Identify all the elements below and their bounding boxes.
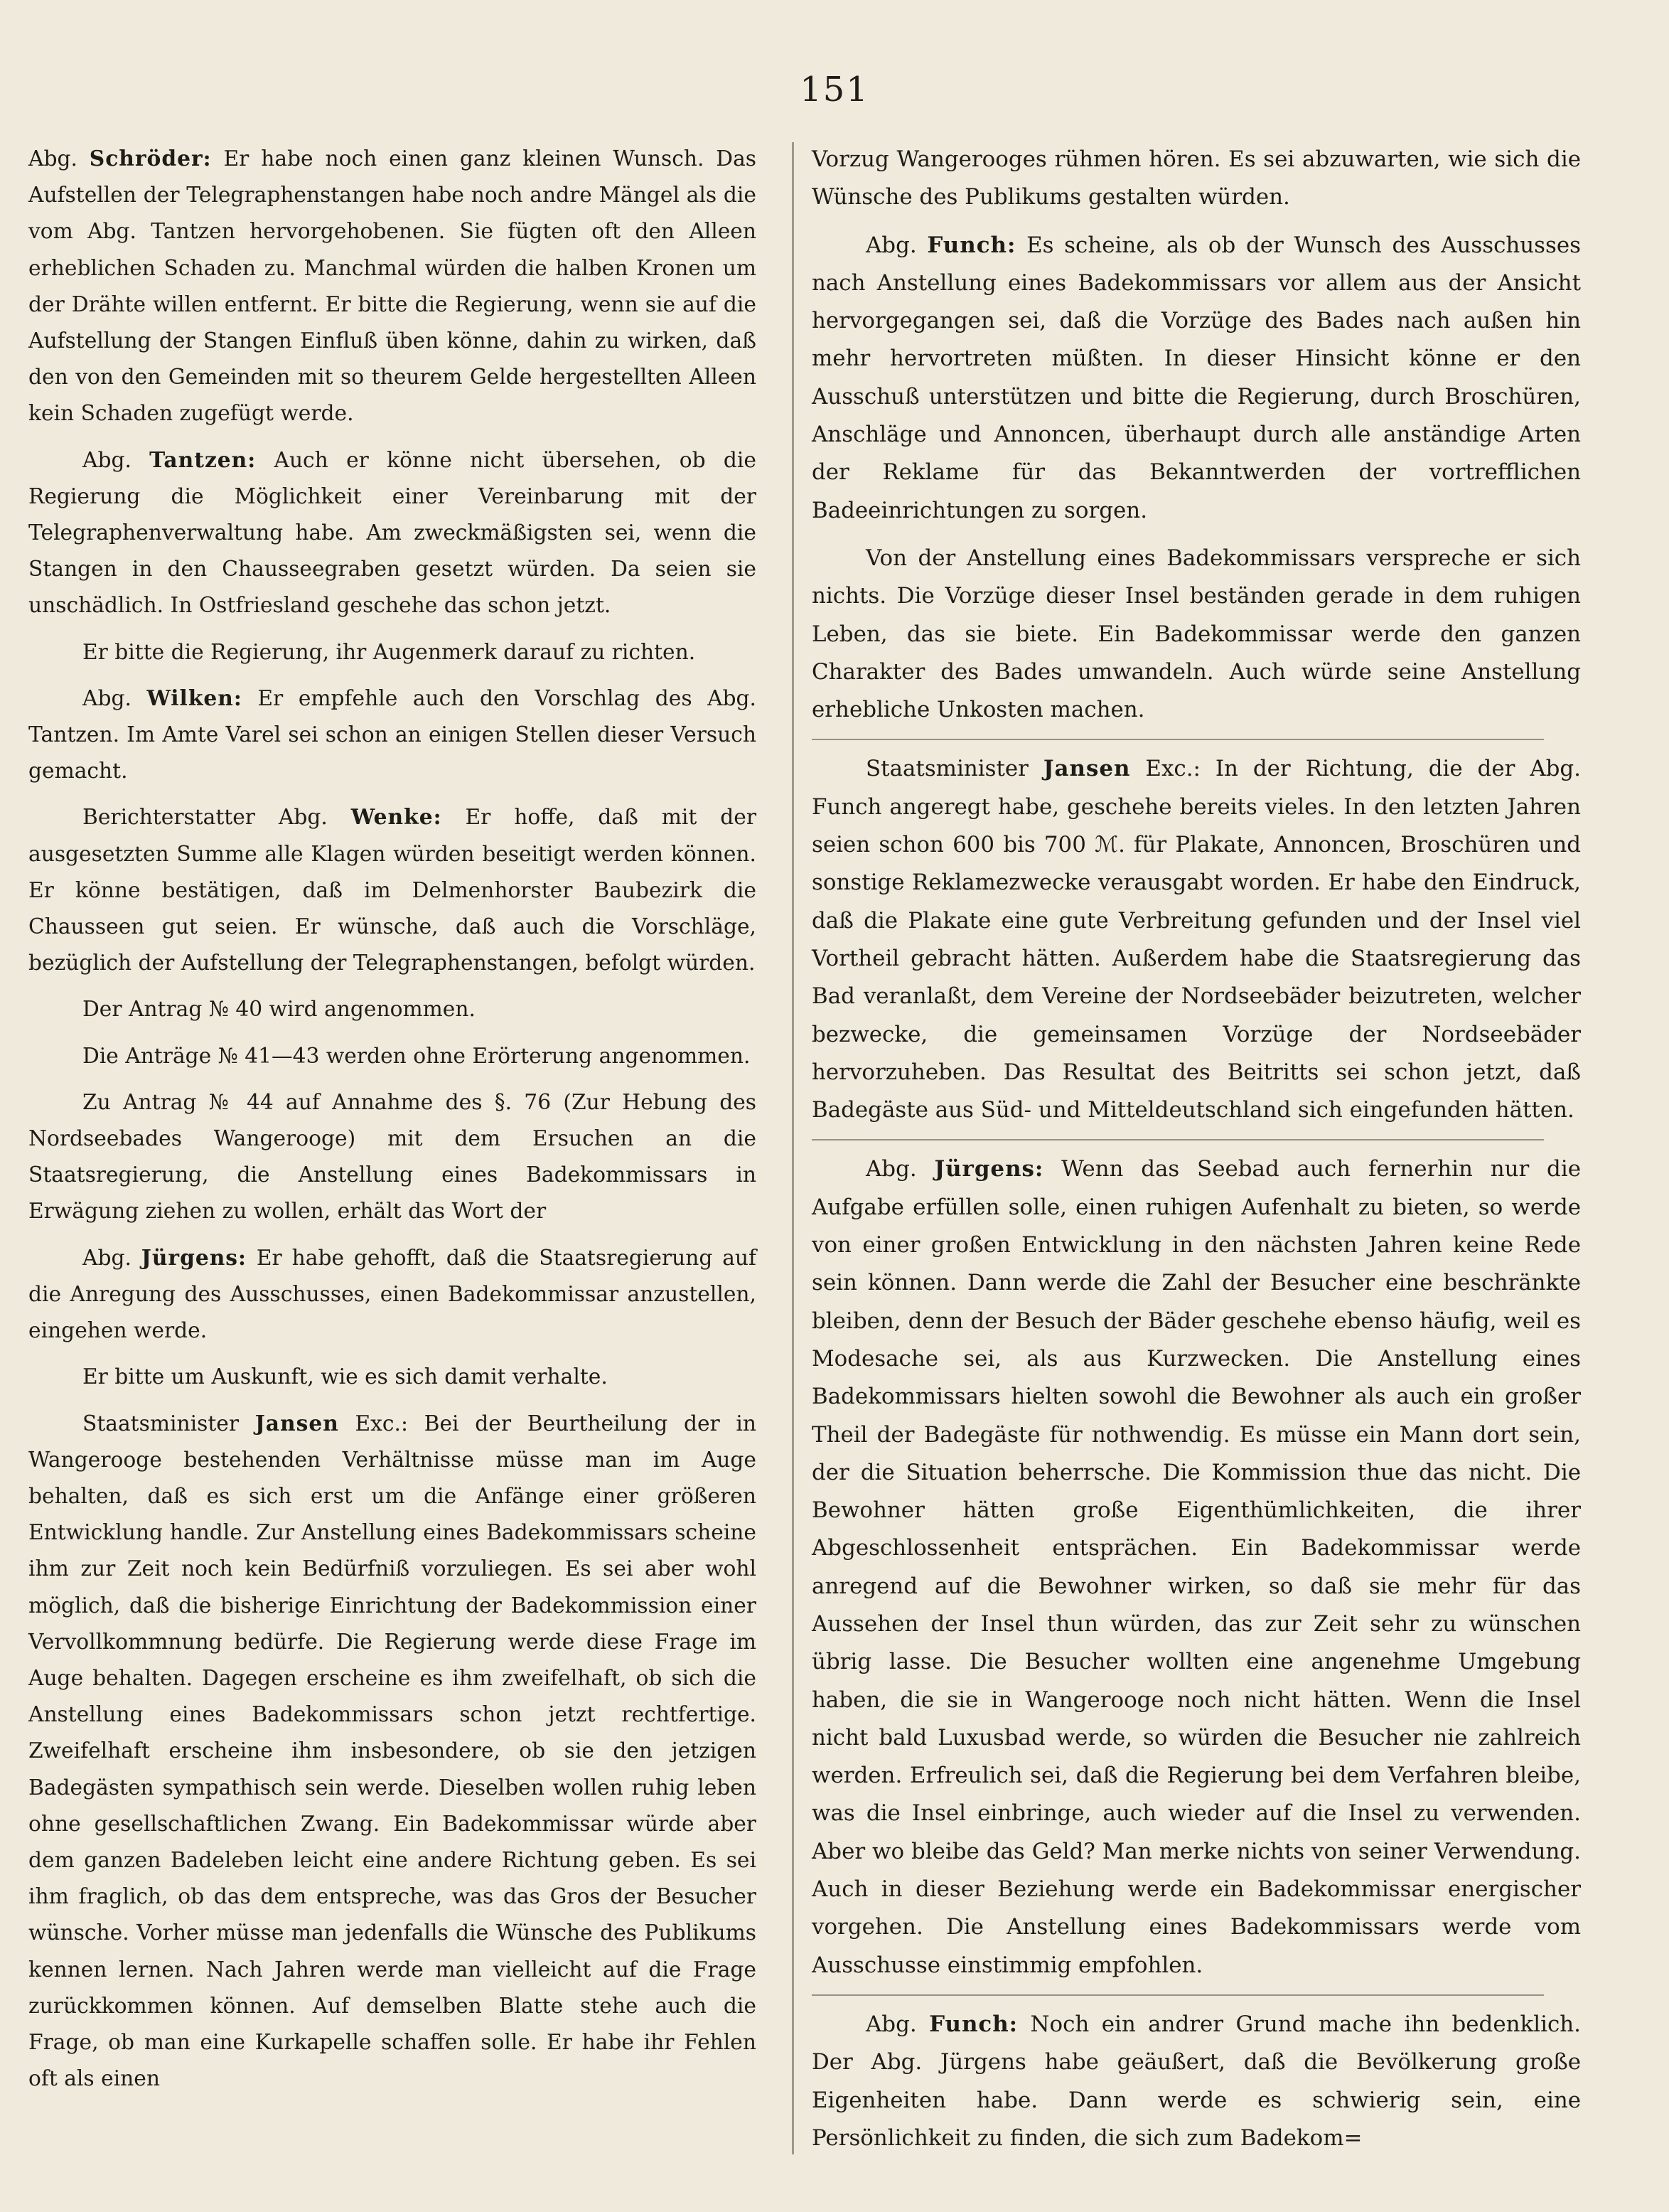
paragraph-text: Der Antrag № 40 wird angenommen.	[82, 997, 476, 1022]
paragraph-text: Zu Antrag № 44 auf Annahme des §. 76 (Zur Hebung des Nordseebades Wangerooge) mit dem Ersuchen an die Staatsregierung, die Anstellung eines Badekommissars in Erwägung ziehen zu wollen, erhält das Wort der	[28, 1089, 756, 1224]
speaker-name: Tantzen:	[149, 447, 257, 473]
paragraph	[812, 141, 1581, 217]
paragraph-text: Er hoffe, daß mit der ausgesetzten Summe alle Klagen würden beseitigt werden können. Er könne bestätigen, daß im Delmenhorster Baubezirk die Chausseen gut seien. Er wünsche, daß auch die Vorschläge, bezüglich der Aufstellung der Telegraphenstangen, befolgt würden.	[28, 805, 757, 976]
paragraph	[812, 540, 1581, 729]
speaker-prefix: Abg.	[82, 447, 132, 473]
column-divider	[792, 142, 794, 2154]
paragraph-text: Von der Anstellung eines Badekommissars verspreche er sich nichts. Die Vorzüge dieser Insel beständen gerade in dem ruhigen Leben, das sie biete. Ein Badekommissar werde den ganzen Charakter des Bades umwandeln. Auch würde seine Anstellung erhebliche Unkosten machen.	[812, 545, 1581, 723]
paragraph-text: Er habe gehofft, daß die Staatsregierung auf die Anregung des Ausschusses, einen Badekommissar anzustellen, eingehen werde.	[28, 1245, 757, 1344]
paragraph	[812, 227, 1581, 530]
paragraph	[28, 1406, 756, 2098]
speaker-prefix: Abg.	[82, 685, 132, 711]
speaker-name: Jansen	[1043, 756, 1131, 782]
paragraph	[28, 634, 756, 670]
page-number: 151	[800, 70, 869, 109]
speaker-prefix: Berichterstatter Abg.	[82, 805, 328, 830]
paragraph-text: Auch er könne nicht übersehen, ob die Regierung die Möglichkeit einer Vereinbarung mit der Telegraphenverwaltung habe. Am zweckmäßigsten sei, wenn die Stangen in den Chausseegraben gesetzt würden. Da seien sie unschädlich. In Ostfriesland geschehe das schon jetzt.	[28, 447, 756, 619]
paragraph-text: Exc.: Bei der Beurtheilung der in Wangerooge bestehenden Verhältnisse müsse man im Auge behalten, daß es sich erst um die Anfänge einer größeren Entwicklung handle. Zur Anstellung eines Badekommissars scheine ihm zur Zeit noch kein Bedürfniß vorzuliegen. Es sei aber wohl möglich, daß die bisherige Einrichtung der Badekommission einer Vervollkommnung bedürfe. Die Regierung werde diese Frage im Auge behalten. Dagegen erscheine es ihm zweifelhaft, ob sich die Anstellung eines Badekommissars schon jetzt rechtfertige. Zweifelhaft erscheine ihm insbesondere, ob sie den jetzigen Badegästen sympathisch sein werde. Dieselben wollen ruhig leben ohne gesellschaftlichen Zwang. Ein Badekommissar würde aber dem ganzen Badeleben leicht eine andere Richtung geben. Es sei ihm fraglich, ob das dem entspreche, was das Gros der Besucher wünsche. Vorher müsse man jedenfalls die Wünsche des Publikums kennen lernen. Nach Jahren werde man vielleicht auf die Frage zurückkommen können. Auf demselben Blatte stehe auch die Frage, ob man eine Kurkapelle schaffen solle. Er habe ihr Fehlen oft als einen	[28, 1411, 757, 2092]
speaker-prefix: Staatsminister	[866, 756, 1029, 782]
paragraph	[28, 141, 756, 432]
paragraph	[28, 1038, 756, 1074]
paragraph	[28, 1084, 756, 1230]
speaker-prefix: Staatsminister	[82, 1411, 240, 1436]
speaker-name: Funch:	[927, 232, 1016, 258]
speaker-name: Wilken:	[146, 685, 242, 711]
speaker-prefix: Abg.	[82, 1245, 132, 1271]
speaker-name: Wenke:	[350, 805, 442, 830]
paragraph-text: Exc.: In der Richtung, die der Abg. Funch angeregt habe, geschehe bereits vieles. In den letzten Jahren seien schon 600 bis 700 ℳ. für Plakate, Annoncen, Broschüren und sonstige Reklamezwecke verausgabt worden. Er habe den Eindruck, daß die Plakate eine gute Verbreitung gefunden und der Insel viel Vortheil gebracht hätten. Außerdem habe die Staatsregierung das Bad veranlaßt, dem Vereine der Nordseebäder beizutreten, welcher bezwecke, die gemeinsamen Vorzüge der Nordseebäder hervorzuheben. Das Resultat des Beitritts sei schon jetzt, daß Badegäste aus Süd- und Mitteldeutschland sich eingefunden hätten.	[812, 756, 1581, 1123]
section-rule	[812, 739, 1544, 740]
paragraph-text: Es scheine, als ob der Wunsch des Ausschusses nach Anstellung eines Badekommissars vor allem aus der Ansicht hervorgegangen sei, daß die Vorzüge des Bades nach außen hin mehr hervortreten müßten. In dieser Hinsicht könne er den Ausschuß unterstützen und bitte die Regierung, durch Broschüren, Anschläge und Annoncen, überhaupt durch alle anständige Arten der Reklame für das Bekanntwerden der vortrefflichen Badeeinrichtungen zu sorgen.	[812, 232, 1581, 523]
paragraph-text: Vorzug Wangerooges rühmen hören. Es sei abzuwarten, wie sich die Wünsche des Publikums gestalten würden.	[812, 146, 1581, 210]
paragraph-text: Noch ein andrer Grund mache ihn bedenklich. Der Abg. Jürgens habe geäußert, daß die Bevölkerung große Eigenheiten habe. Dann werde es schwierig sein, eine Persönlichkeit zu finden, die sich zum Badekom=	[812, 2011, 1581, 2151]
paragraph-text: Wenn das Seebad auch fernerhin nur die Aufgabe erfüllen solle, einen ruhigen Aufenhalt zu bieten, so werde von einer großen Entwicklung in den nächsten Jahren keine Rede sein können. Dann werde die Zahl der Besucher eine beschränkte bleiben, denn der Besuch der Bäder geschehe ebenso häufig, weil es Modesache sei, als aus Kurzwecken. Die Anstellung eines Badekommissars hielten sowohl die Bewohner als auch ein großer Theil der Badegäste für nothwendig. Es müsse ein Mann dort sein, der die Situation beherrsche. Die Kommission thue das nicht. Die Bewohner hätten große Eigenthümlichkeiten, die ihrer Abgeschlossenheit entsprächen. Ein Badekommissar werde anregend auf die Bewohner wirken, so daß sie mehr für das Aussehen der Insel thun würden, das zur Zeit sehr zu wünschen übrig lasse. Die Besucher wollten eine angenehme Umgebung haben, die sie in Wangerooge noch nicht hätten. Wenn die Insel nicht bald Luxusbad werde, so würden die Besucher nie zahlreich werden. Erfreulich sei, daß die Regierung bei dem Verfahren bleibe, was die Insel einbringe, auch wieder auf die Insel zu verwenden. Aber wo bleibe das Geld? Man merke nichts von seiner Verwendung. Auch in dieser Beziehung werde ein Badekommissar energischer vorgehen. Die Anstellung eines Badekommissars werde vom Ausschusse einstimmig empfohlen.	[812, 1156, 1581, 1978]
paragraph	[28, 991, 756, 1027]
right-column	[812, 141, 1581, 2157]
speaker-name: Jürgens:	[141, 1245, 247, 1271]
speaker-name: Jansen	[254, 1411, 339, 1436]
paragraph	[28, 1240, 756, 1350]
paragraph-text: Die Anträge № 41—43 werden ohne Erörterung angenommen.	[82, 1043, 751, 1069]
speaker-name: Funch:	[929, 2011, 1019, 2037]
speaker-prefix: Abg.	[28, 146, 77, 171]
paragraph-text: Er empfehle auch den Vorschlag des Abg. Tantzen. Im Amte Varel sei schon an einigen Stellen dieser Versuch gemacht.	[28, 685, 756, 784]
speaker-name: Schröder:	[89, 146, 212, 171]
paragraph-text: Er habe noch einen ganz kleinen Wunsch. Das Aufstellen der Telegraphenstangen habe noch andre Mängel als die vom Abg. Tantzen hervorgehobenen. Sie fügten oft den Alleen erheblichen Schaden zu. Manchmal würden die halben Kronen um der Drähte willen entfernt. Er bitte die Regierung, wenn sie auf die Aufstellung der Stangen Einfluß üben könne, dahin zu wirken, daß den von den Gemeinden mit so theurem Gelde hergestellten Alleen kein Schaden zugefügt werde.	[28, 146, 757, 427]
paragraph	[28, 799, 756, 981]
speaker-name: Jürgens:	[934, 1156, 1044, 1182]
paragraph	[812, 1150, 1581, 1984]
paragraph	[28, 442, 756, 624]
paragraph	[28, 1359, 756, 1395]
paragraph-text: Er bitte um Auskunft, wie es sich damit verhalte.	[82, 1364, 608, 1390]
paragraph-text: Er bitte die Regierung, ihr Augenmerk darauf zu richten.	[82, 639, 696, 665]
paragraph	[812, 750, 1581, 1129]
paragraph	[812, 2006, 1581, 2157]
left-column	[28, 141, 756, 2097]
section-rule	[812, 1139, 1544, 1140]
paragraph	[28, 680, 756, 790]
speaker-prefix: Abg.	[866, 232, 917, 258]
section-rule	[812, 1994, 1544, 1996]
speaker-prefix: Abg.	[866, 1156, 917, 1182]
speaker-prefix: Abg.	[866, 2011, 917, 2037]
